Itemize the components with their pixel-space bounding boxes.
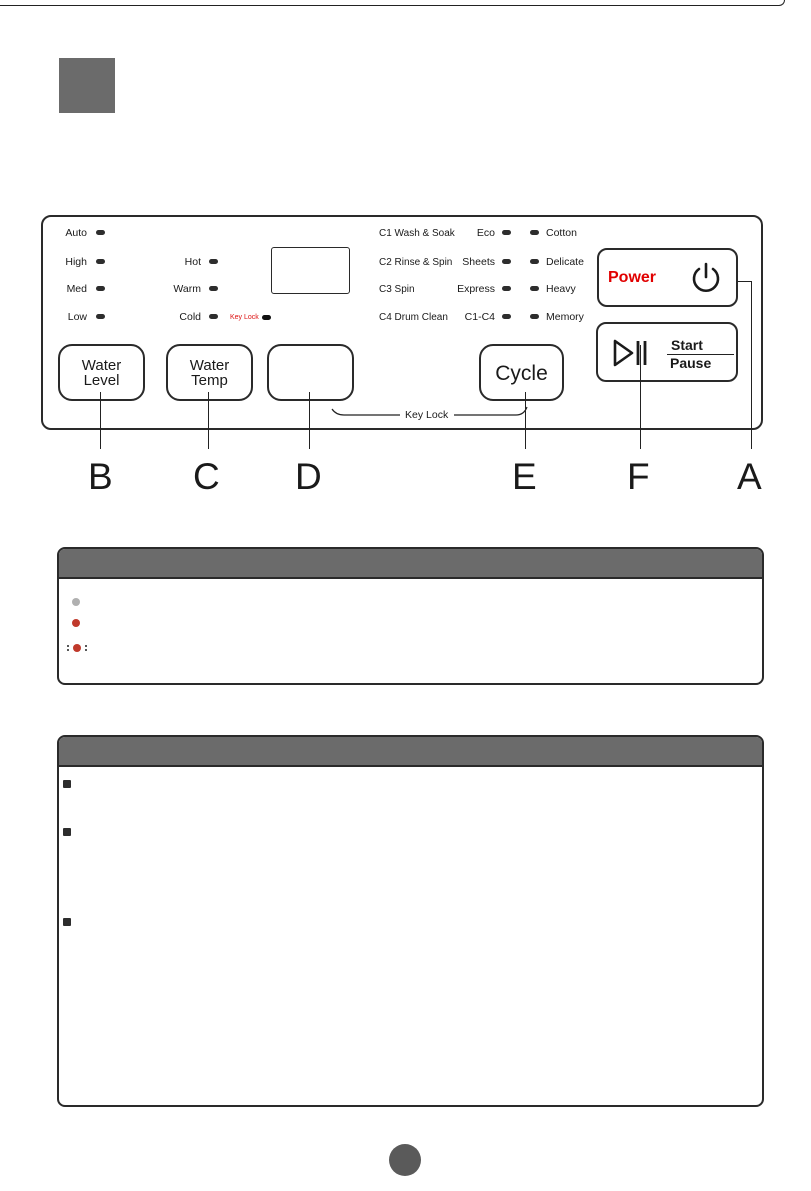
- water-level-high-label: High: [65, 256, 87, 268]
- notes-box: [57, 735, 764, 1107]
- led-indicator: [530, 314, 539, 319]
- start-pause-button[interactable]: [596, 322, 738, 382]
- callout-line-b: [100, 392, 101, 449]
- water-level-auto-label: Auto: [65, 227, 87, 239]
- water-temp-hot-label: Hot: [184, 256, 201, 268]
- callout-line-f: [640, 345, 641, 449]
- callout-letter-a: A: [737, 456, 762, 497]
- led-indicator: [209, 286, 218, 291]
- cycle-express-label: Express: [457, 283, 495, 295]
- water-temp-cold-label: Cold: [179, 311, 201, 323]
- power-label: Power: [608, 269, 657, 286]
- red-dot-icon: [72, 619, 80, 627]
- play-pause-icon: [612, 338, 650, 368]
- led-indicator: [96, 230, 105, 235]
- callout-letter-b: B: [88, 456, 113, 497]
- page-number-badge: [389, 1144, 421, 1176]
- cycle-button[interactable]: [479, 344, 564, 401]
- key-lock-indicator-label: Key Lock: [230, 314, 259, 321]
- water-temp-button[interactable]: [166, 344, 253, 401]
- note-bullet: [63, 918, 71, 926]
- top-rule: [0, 0, 778, 6]
- water-level-med-label: Med: [66, 283, 87, 295]
- callout-line-d: [309, 392, 310, 449]
- callout-letter-d: D: [295, 456, 322, 497]
- led-indicator: [96, 286, 105, 291]
- cycle-c4-label: C4 Drum Clean: [379, 312, 448, 323]
- pause-label: Pause: [670, 355, 712, 371]
- cycle-c3-label: C3 Spin: [379, 284, 415, 295]
- cycle-eco-label: Eco: [476, 227, 495, 239]
- led-indicator: [96, 314, 105, 319]
- water-temp-line2: Temp: [191, 372, 228, 389]
- led-legend-header: [59, 549, 762, 579]
- cycle-delicate-label: Delicate: [546, 256, 584, 268]
- callout-letter-f: F: [627, 456, 650, 497]
- delay-button[interactable]: [267, 344, 354, 401]
- led-indicator: [502, 230, 511, 235]
- callout-line-a-horizontal: [738, 281, 752, 282]
- led-indicator: [96, 259, 105, 264]
- power-icon: [690, 261, 722, 295]
- key-lock-bracket-label: Key Lock: [405, 409, 449, 421]
- water-temp-warm-label: Warm: [173, 283, 201, 295]
- water-level-line1: Water: [81, 357, 122, 374]
- led-indicator: [502, 314, 511, 319]
- cycle-memory-label: Memory: [546, 311, 584, 323]
- callout-letter-c: C: [193, 456, 220, 497]
- notes-header: [59, 737, 762, 767]
- led-indicator: [502, 286, 511, 291]
- power-button[interactable]: [597, 248, 738, 307]
- cycle-c1-label: C1 Wash & Soak: [379, 228, 455, 239]
- note-bullet: [63, 780, 71, 788]
- water-level-line2: Level: [83, 372, 120, 389]
- callout-line-e: [525, 392, 526, 449]
- cycle-c1-c4-label: C1-C4: [464, 311, 495, 323]
- cycle-button-label: Cycle: [495, 362, 548, 385]
- cycle-cotton-label: Cotton: [546, 227, 577, 239]
- led-legend-box: [57, 547, 764, 685]
- callout-line-c: [208, 392, 209, 449]
- led-indicator: [502, 259, 511, 264]
- section-number-block: [59, 58, 115, 113]
- led-indicator: [530, 230, 539, 235]
- grey-dot-icon: [72, 598, 80, 606]
- key-lock-led: [262, 315, 271, 320]
- led-indicator: [530, 259, 539, 264]
- water-level-button[interactable]: [58, 344, 145, 401]
- note-bullet: [63, 828, 71, 836]
- water-temp-line1: Water: [189, 357, 230, 374]
- led-indicator: [209, 314, 218, 319]
- callout-letter-e: E: [512, 456, 537, 497]
- water-level-low-label: Low: [67, 311, 87, 323]
- blinking-red-dot-icon: [66, 642, 88, 654]
- led-indicator: [209, 259, 218, 264]
- top-rule-corner: [772, 0, 785, 6]
- time-display: [271, 247, 350, 294]
- led-indicator: [530, 286, 539, 291]
- cycle-c2-label: C2 Rinse & Spin: [379, 257, 453, 268]
- start-label: Start: [671, 337, 703, 353]
- callout-line-a: [751, 281, 752, 449]
- cycle-sheets-label: Sheets: [462, 256, 495, 268]
- cycle-heavy-label: Heavy: [546, 283, 576, 295]
